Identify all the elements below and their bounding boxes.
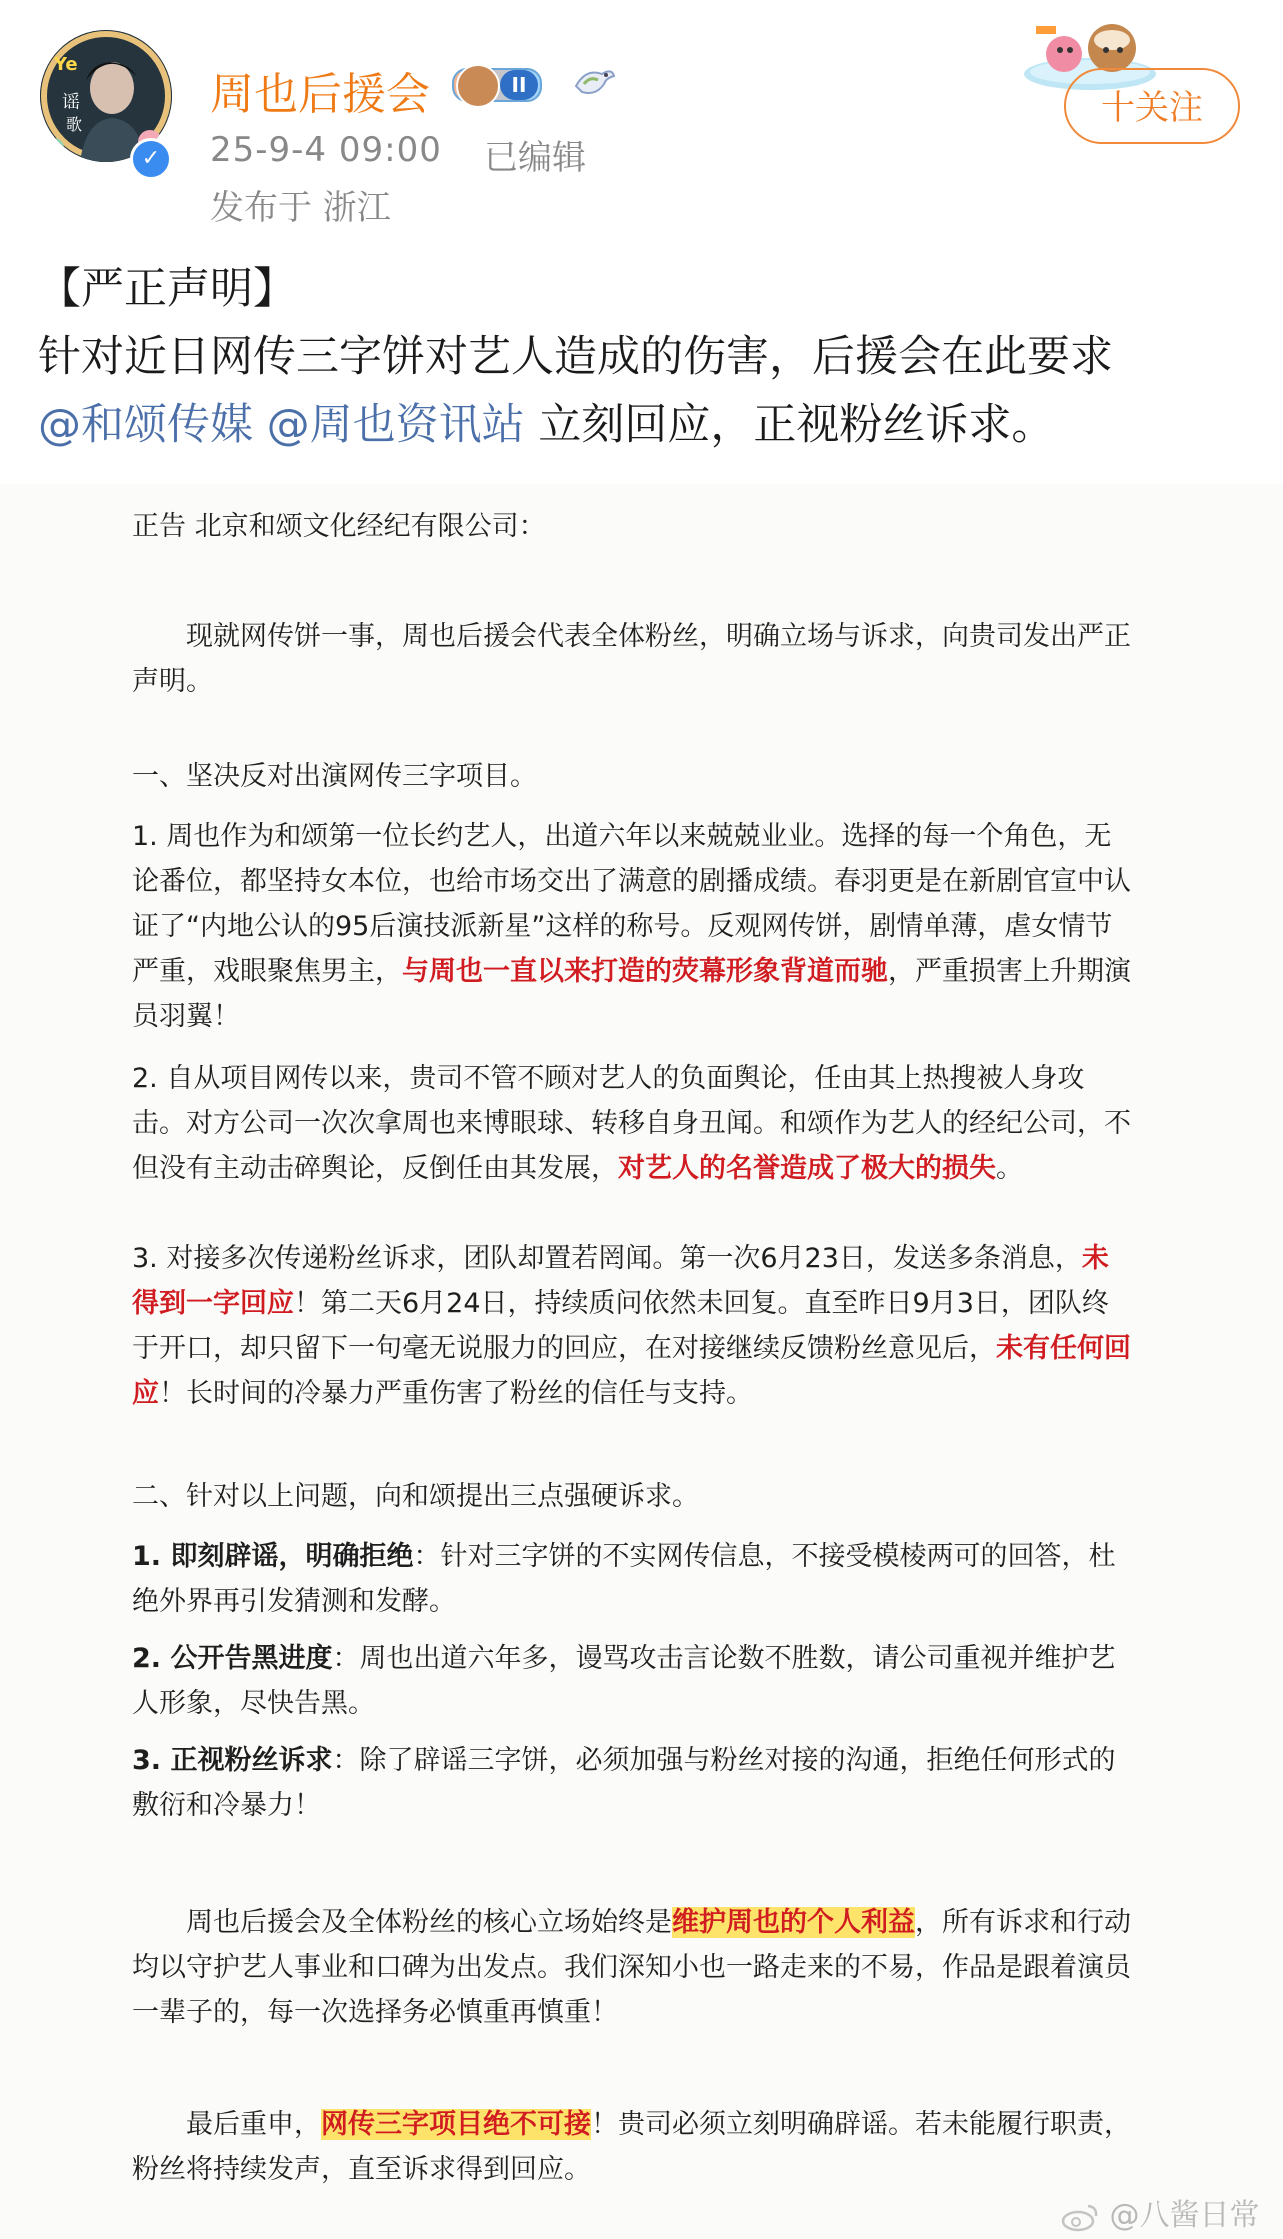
watermark xyxy=(1060,2190,1260,2234)
fan-level-badge xyxy=(452,68,542,102)
post-location: 发布于 浙江 xyxy=(210,188,391,228)
core-text-b: ，所有诉求和行动均以守护艺人事业和口碑为出发点。我们深知小也一路走来的不易，作品是跟着演员一辈子的，每一次选择务必慎重再慎重！ xyxy=(132,1907,1131,2028)
doc-section-2-title: 二、针对以上问题，向和颂提出三点强硬诉求。 xyxy=(132,1481,699,1512)
s1p1-text-b: ，严重损害上升期演员羽翼！ xyxy=(132,956,1131,1032)
post-header xyxy=(0,0,1283,240)
post-line-3 xyxy=(38,391,1248,459)
post-line-2: 针对近日网传三字饼对艺人造成的伤害，后援会在此要求 xyxy=(38,332,1113,382)
s1p1-red: 与周也一直以来打造的荧幕形象背道而驰 xyxy=(402,956,888,987)
doc-s1-point-2 xyxy=(132,1056,1132,1191)
s2p1-bold: 1. 即刻辟谣，明确拒绝 xyxy=(132,1541,414,1572)
weibo-logo-icon xyxy=(1060,2202,1100,2232)
s1p2-text: 2. 自从项目网传以来，贵司不管不顾对艺人的负面舆论，任由其上热搜被人身攻击。对方公司一次次拿周也来博眼球、转移自身丑闻。和颂作为艺人的经纪公司，不但没有主动击碎舆论，反倒任由其发展， xyxy=(132,1063,1131,1184)
post-text xyxy=(38,255,1248,459)
core-highlight: 维护周也的个人利益 xyxy=(672,1907,915,1938)
doc-section-1-title: 一、坚决反对出演网传三字项目。 xyxy=(132,761,537,792)
doc-final-statement xyxy=(132,2102,1132,2192)
s2p3-text: ：除了辟谣三字饼，必须加强与粉丝对接的沟通，拒绝任何形式的敷衍和冷暴力！ xyxy=(132,1745,1116,1821)
final-text-b: ！贵司必须立刻明确辟谣。若未能履行职责，粉丝将持续发声，直至诉求得到回应。 xyxy=(132,2109,1131,2185)
doc-s2-point-2 xyxy=(132,1636,1132,1726)
s1p2-red: 对艺人的名誉造成了极大的损失 xyxy=(618,1153,996,1184)
watermark-text: @八酱日常 xyxy=(1109,2198,1260,2233)
doc-core-stance xyxy=(132,1900,1132,2035)
s2p2-bold: 2. 公开告黑进度 xyxy=(132,1643,333,1674)
doc-s2-point-1 xyxy=(132,1534,1132,1624)
svg-text:谣: 谣 xyxy=(62,92,80,113)
s1p1-text: 1. 周也作为和颂第一位长约艺人，出道六年以来兢兢业业。选择的每一个角色，无论番位，都坚持女本位，也给市场交出了满意的剧播成绩。春羽更是在新剧官宣中认证了“内地公认的95后演技派新星”这样的称号。反观网传饼，剧情单薄，虐女情节严重，戏眼聚焦男主， xyxy=(132,821,1131,987)
s2p2-text: ：周也出道六年多，谩骂攻击言论数不胜数，请公司重视并维护艺人形象，尽快告黑。 xyxy=(132,1643,1116,1719)
post-line-3-rest: 立刻回应，正视粉丝诉求。 xyxy=(538,400,1055,450)
verified-badge-icon: ✓ xyxy=(130,138,172,180)
post-title: 【严正声明】 xyxy=(38,264,296,314)
core-text: 周也后援会及全体粉丝的核心立场始终是 xyxy=(186,1907,672,1938)
mascot-icon xyxy=(456,64,500,108)
edited-label[interactable]: 已编辑 xyxy=(484,138,586,178)
final-text: 最后重申， xyxy=(186,2109,321,2140)
svg-text:歌: 歌 xyxy=(66,115,83,134)
final-highlight: 网传三字项目绝不可接 xyxy=(321,2109,591,2140)
s1p3-red-1: 未得到一字回应 xyxy=(132,1243,1109,1319)
s2p3-bold: 3. 正视粉丝诉求 xyxy=(132,1745,333,1776)
doc-intro: 现就网传饼一事，周也后援会代表全体粉丝，明确立场与诉求，向贵司发出严正声明。 xyxy=(132,621,1131,697)
bird-badge-icon xyxy=(572,62,616,102)
mention-link-2[interactable]: @周也资讯站 xyxy=(266,400,525,450)
doc-s2-point-3 xyxy=(132,1738,1132,1828)
username[interactable]: 周也后援会 xyxy=(210,69,430,120)
s1p3-text: 3. 对接多次传递粉丝诉求，团队却置若罔闻。第一次6月23日，发送多条消息， xyxy=(132,1243,1082,1274)
follow-button[interactable]: 十关注 xyxy=(1064,68,1240,144)
s1p3-text-b: ！第二天6月24日，持续质问依然未回复。直至昨日9月3日，团队终于开口，却只留下一句毫无说服力的回应，在对接继续反馈粉丝意见后， xyxy=(132,1288,1109,1364)
mention-link-1[interactable]: @和颂传媒 xyxy=(38,400,253,450)
s2p1-text: ：针对三字饼的不实网传信息，不接受模棱两可的回答，杜绝外界再引发猜测和发酵。 xyxy=(132,1541,1116,1617)
svg-text:Ye: Ye xyxy=(54,54,78,75)
statement-image[interactable] xyxy=(0,484,1283,2239)
s1p2-text-b: 。 xyxy=(996,1153,1023,1184)
s1p3-red-2: 未有任何回应 xyxy=(132,1333,1131,1409)
post-time: 25-9-4 09:00 xyxy=(210,130,442,170)
doc-s1-point-3 xyxy=(132,1236,1132,1416)
doc-addressee: 正告 北京和颂文化经纪有限公司： xyxy=(132,511,546,542)
s1p3-text-c: ！长时间的冷暴力严重伤害了粉丝的信任与支持。 xyxy=(159,1378,753,1409)
doc-s1-point-1 xyxy=(132,814,1132,1039)
fan-level-number: II xyxy=(500,70,538,100)
